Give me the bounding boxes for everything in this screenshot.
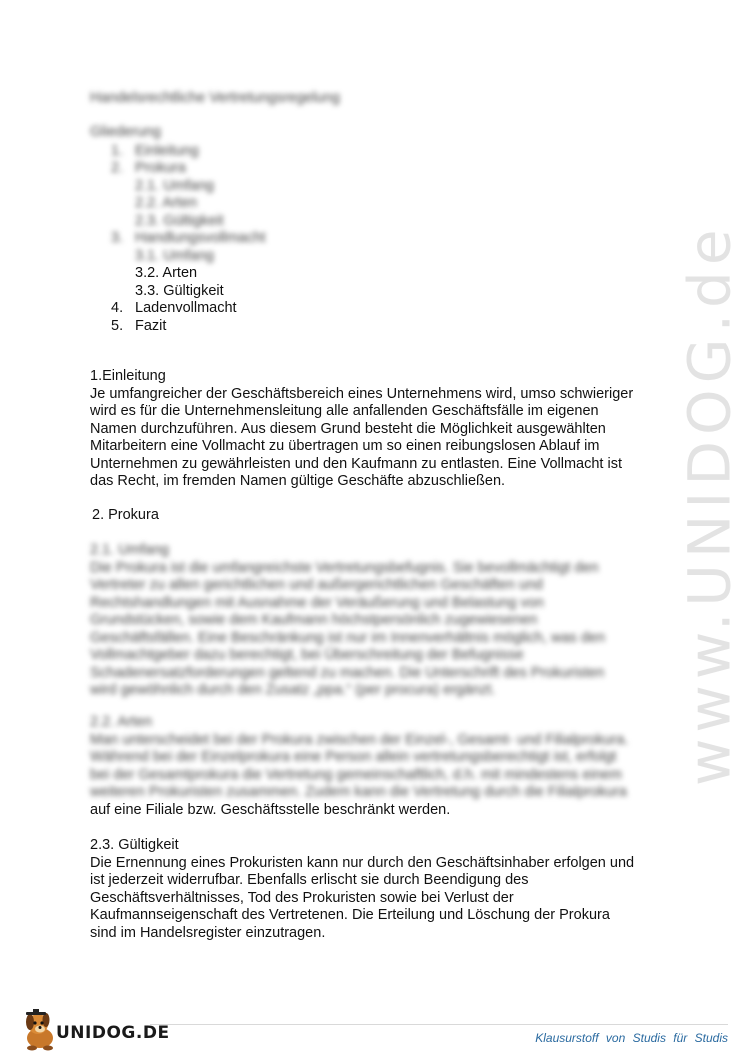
unidog-logo[interactable] [22, 1008, 172, 1052]
section-prokura-umfang [90, 542, 665, 700]
blurred-block [90, 714, 665, 802]
paragraph-line: auf eine Filiale bzw. Geschäftsstelle beschränkt werden. [90, 801, 451, 818]
paragraph-line: Namen durchzuführen. Aus diesem Grund besteht die Möglichkeit ausgewählten [90, 420, 606, 437]
paragraph-line: Je umfangreicher der Geschäftsbereich eines Unternehmens wird, umso schwieriger [90, 385, 634, 402]
paragraph-line: Unternehmen zu gewährleisten und den Kaufmann zu entlasten. Eine Vollmacht ist [90, 455, 622, 472]
paragraph-line: Mitarbeitern eine Vollmacht zu übertragen um so einen reibungslosen Ablauf im [90, 438, 600, 454]
paragraph-line: wird es für die Unternehmensleitung alle anfallenden Geschäftsfälle im eigenen [90, 403, 599, 419]
watermark-text: www.UNIDOG.de [675, 223, 744, 787]
document-title: Handelsrechtliche Vertretungsregelung [90, 90, 340, 106]
toc-item-number: 5. [111, 317, 124, 334]
section-prokura [92, 507, 667, 525]
toc-item-number: 3. [111, 230, 124, 246]
section-heading: 2.3. Gültigkeit [90, 837, 179, 853]
toc-item-label: Prokura [135, 160, 186, 176]
toc-item-5 [90, 318, 266, 336]
toc-subitem-2-3: 2.3. Gültigkeit [135, 212, 224, 229]
toc-item-label: Handlungsvollmacht [135, 230, 266, 246]
section-heading: 2.1. Umfang [90, 542, 169, 558]
paragraph-line: ist jederzeit widerrufbar. Ebenfalls erlischt sie durch Beendigung des [90, 872, 529, 888]
toc-item-number: 1. [111, 142, 124, 159]
paragraph-line: Geschäftsfällen. Eine Beschränkung ist nur im Innenverhältnis möglich, was den [90, 629, 606, 646]
toc-item-label: Ladenvollmacht [135, 300, 237, 316]
toc-subitem-3-3: 3.3. Gültigkeit [135, 282, 224, 299]
toc-subitem-3-2: 3.2. Arten [135, 265, 198, 281]
section-heading: 1.Einleitung [90, 368, 166, 384]
paragraph-line: Während bei der Einzelprokura eine Person allein vertretungsberechtigt ist, erfolgt [90, 749, 617, 765]
section-heading: 2.2. Arten [90, 714, 153, 730]
paragraph-line: Kaufmannseigenschaft des Vertretenen. Die Erteilung und Löschung der Prokura [90, 907, 610, 923]
paragraph-line: Die Ernennung eines Prokuristen kann nur durch den Geschäftsinhaber erfolgen und [90, 854, 635, 871]
paragraph-line: Schadenersatzforderungen geltend zu machen. Die Unterschrift des Prokuristen [90, 664, 605, 681]
paragraph-line: bei der Gesamtprokura die Vertretung gemeinschaftlich, d.h. mit mindestens einem [90, 766, 622, 783]
paragraph-line: Man unterscheidet bei der Prokura zwischen der Einzel-, Gesamt- und Filialprokura. [90, 731, 629, 748]
paragraph-line: das Recht, im fremden Namen gültige Geschäfte abzuschließen. [90, 473, 506, 489]
section-einleitung [90, 368, 665, 491]
paragraph-line: Grundstücken, sowie dem Kaufmann höchstpersönlich zugewiesenen [90, 612, 538, 628]
paragraph-line: weiteren Prokuristen zusammen. Zudem kann die Vertretung durch die Filialprokura [90, 784, 627, 800]
toc-item-label: Fazit [135, 317, 167, 334]
paragraph-line: Rechtshandlungen mit Ausnahme der Veräußerung und Belastung von [90, 594, 544, 611]
section-heading: 2. Prokura [92, 507, 159, 523]
paragraph-line: Geschäftsverhältnisses, Tod des Prokuristen sowie bei Verlust der [90, 889, 514, 906]
footer-divider [150, 1024, 728, 1025]
toc-heading: Gliederung [90, 124, 161, 140]
paragraph-line: Die Prokura ist die umfangreichste Vertretungsbefugnis. Sie bevollmächtigt den [90, 559, 599, 576]
toc-item-2 [90, 160, 266, 178]
toc-item-number: 2. [111, 160, 124, 176]
section-prokura-arten [90, 714, 665, 819]
paragraph-line: Vertreter zu allen gerichtlichen und außergerichtlichen Geschäften und [90, 577, 543, 593]
toc-item-4 [90, 300, 266, 318]
toc-subitem-2-1: 2.1. Umfang [135, 177, 214, 194]
paragraph-line: sind im Handelsregister einzutragen. [90, 924, 326, 941]
paragraph-line: Vollmachtgeber dazu berechtigt, bei Überschreitung der Befugnisse [90, 647, 524, 663]
toc-subitem-2-2: 2.2. Arten [135, 195, 198, 211]
table-of-contents [90, 124, 266, 335]
logo-text: UNIDOG.DE [56, 1023, 170, 1043]
toc-subitem-3-1: 3.1. Umfang [135, 247, 214, 264]
toc-item-1 [90, 143, 266, 161]
paragraph-line: wird gewöhnlich durch den Zusatz „ppa.“ (per procura) ergänzt. [90, 682, 496, 698]
toc-item-number: 4. [111, 300, 124, 316]
toc-item-3 [90, 230, 266, 248]
section-prokura-gueltigkeit [90, 837, 665, 942]
footer-tagline: Klausurstoff von Studis für Studis [535, 1031, 728, 1045]
toc-item-label: Einleitung [135, 142, 199, 159]
